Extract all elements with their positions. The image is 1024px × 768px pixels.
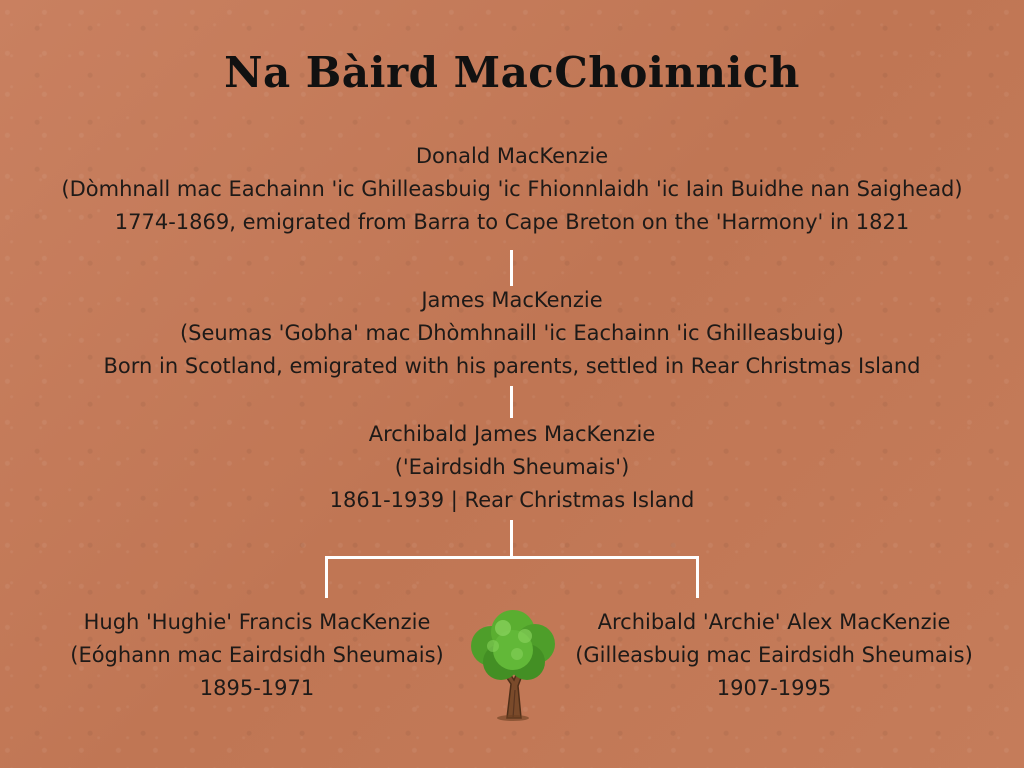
- person-name: James MacKenzie: [421, 288, 603, 312]
- person-details: 1774-1869, emigrated from Barra to Cape Breton on the 'Harmony' in 1821: [114, 210, 910, 234]
- person-gaelic-name: (Eóghann mac Eairdsidh Sheumais): [70, 643, 444, 667]
- person-hugh-mackenzie: [30, 606, 484, 705]
- connector-branch-line: [325, 556, 699, 559]
- person-details: 1861-1939 | Rear Christmas Island: [329, 488, 695, 512]
- person-details: 1907-1995: [716, 676, 832, 700]
- person-gaelic-name: (Seumas 'Gobha' mac Dhòmhnaill 'ic Eachainn 'ic Ghilleasbuig): [179, 321, 844, 345]
- person-archibald-alex-mackenzie: [548, 606, 1000, 705]
- person-archibald-james-mackenzie: [0, 418, 1024, 517]
- person-details: 1895-1971: [199, 676, 315, 700]
- person-name: Archibald 'Archie' Alex MacKenzie: [597, 610, 951, 634]
- person-gaelic-name: (Gilleasbuig mac Eairdsidh Sheumais): [575, 643, 973, 667]
- connector-line: [510, 386, 513, 418]
- person-name: Hugh 'Hughie' Francis MacKenzie: [83, 610, 431, 634]
- connector-line: [325, 556, 328, 598]
- connector-line: [510, 250, 513, 286]
- person-gaelic-name: ('Eairdsidh Sheumais'): [394, 455, 630, 479]
- person-name: Archibald James MacKenzie: [368, 422, 656, 446]
- person-donald-mackenzie: [0, 140, 1024, 239]
- person-details: Born in Scotland, emigrated with his parents, settled in Rear Christmas Island: [103, 354, 921, 378]
- person-name: Donald MacKenzie: [415, 144, 609, 168]
- person-gaelic-name: (Dòmhnall mac Eachainn 'ic Ghilleasbuig 'ic Fhionnlaidh 'ic Iain Buidhe nan Saighead): [61, 177, 963, 201]
- diagram-title: Na Bàird MacChoinnich: [224, 48, 800, 97]
- tree-icon: [463, 606, 563, 721]
- person-james-mackenzie: [0, 284, 1024, 383]
- connector-line: [510, 520, 513, 558]
- connector-line: [696, 556, 699, 598]
